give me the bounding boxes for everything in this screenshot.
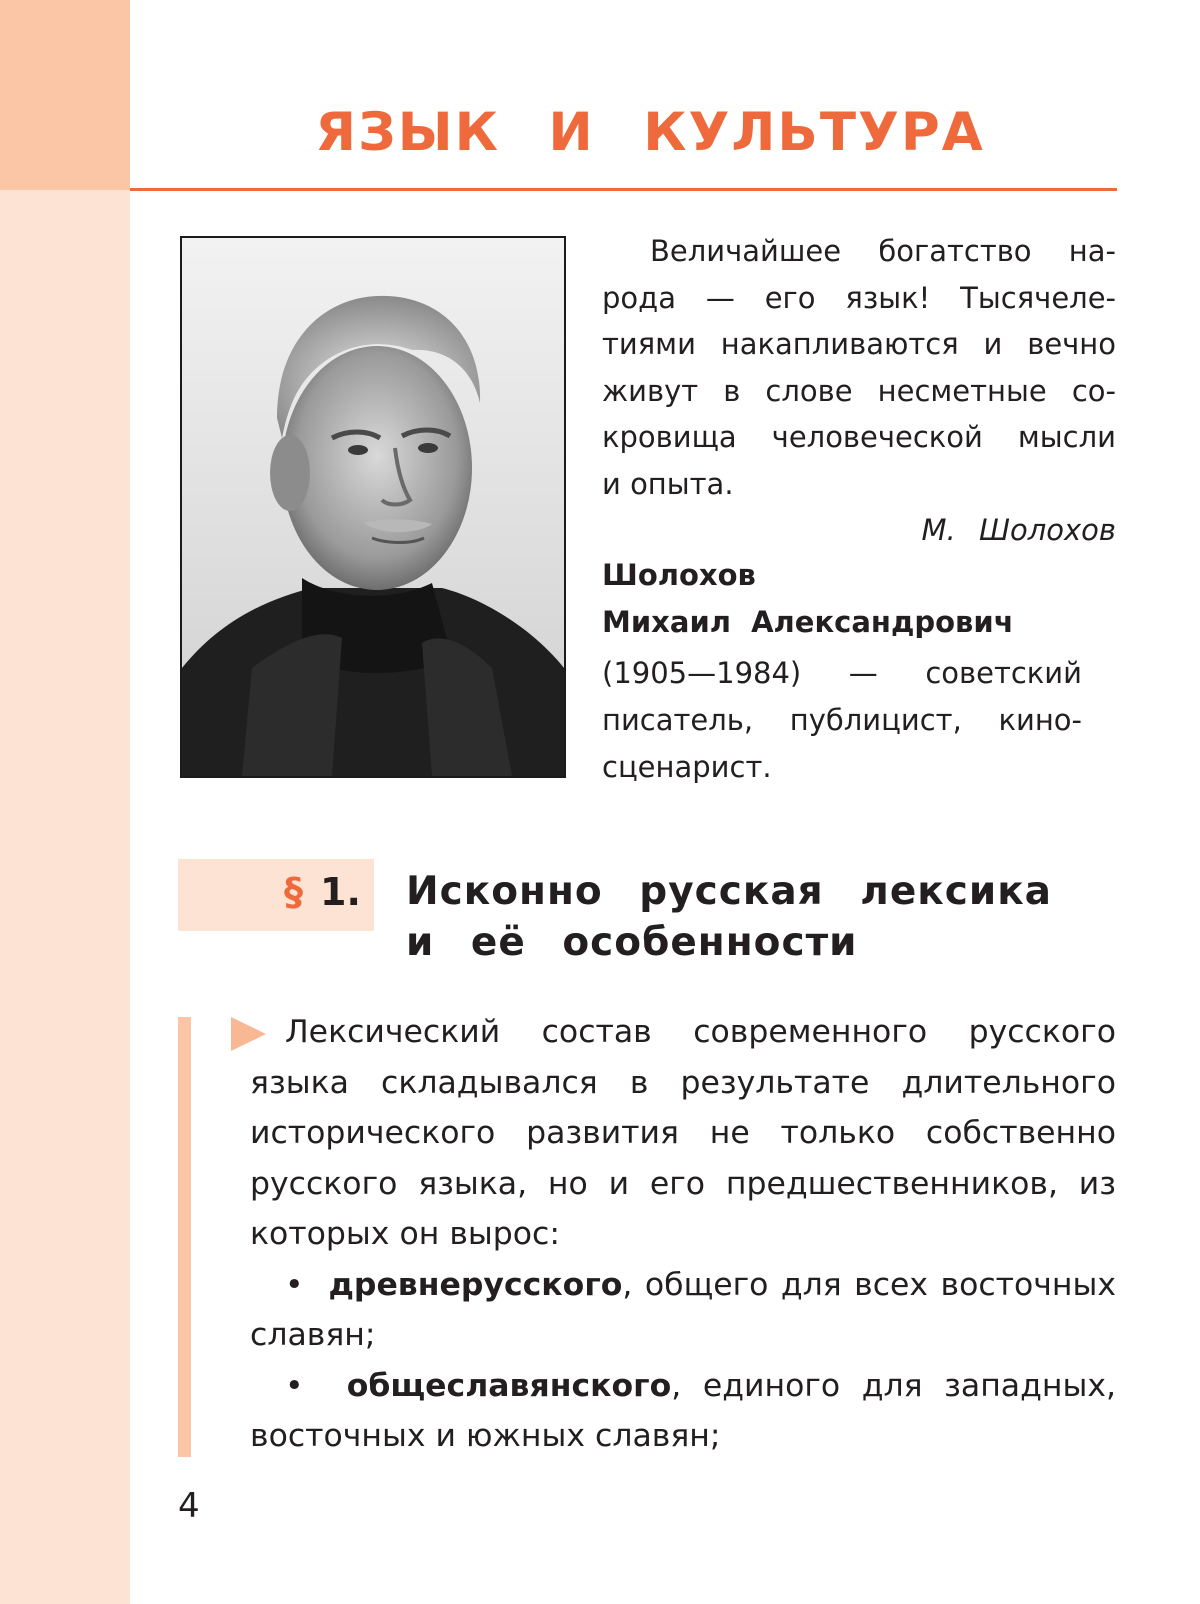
bio-given-names: Михаил Александрович <box>602 605 1014 639</box>
chapter-title: ЯЗЫК И КУЛЬТУРА <box>315 102 985 163</box>
epigraph-line: рода — его язык! Тысячеле- <box>602 280 1116 315</box>
paragraph-marker-bar <box>178 1017 191 1457</box>
side-band <box>0 190 130 1604</box>
section-sign: § <box>284 870 303 914</box>
epigraph-line: кровища человеческой мысли <box>602 420 1116 454</box>
page-number: 4 <box>178 1486 200 1526</box>
section-title-line: и её особенности <box>406 920 858 965</box>
list-item-text: , единого для западных, восточных и южных славян; <box>250 1367 1117 1454</box>
side-band-top <box>0 0 130 190</box>
section-title-line: Исконно русская лексика <box>406 869 1052 914</box>
bio-description: (1905—1984) — советский писатель, публицист, киносценарист. <box>602 656 1082 784</box>
portrait-photo <box>182 238 564 776</box>
author-bio <box>602 552 1082 791</box>
title-rule <box>130 188 1117 191</box>
bio-surname: Шолохов <box>602 558 756 592</box>
epigraph-author: М. Шолохов <box>921 513 1116 547</box>
epigraph-line: тиями накапливаются и вечно <box>602 327 1116 361</box>
bullet-icon: • <box>285 1367 347 1404</box>
body-lead: Лексический состав современного русского языка складывался в результате длительного исторического развития не только собственно русского языка, но и его предшественников, из которых он вырос: <box>250 1014 1116 1252</box>
section-title <box>406 866 1106 968</box>
section-body <box>250 1007 1116 1462</box>
epigraph <box>602 228 1116 554</box>
bullet-icon: • <box>285 1266 329 1303</box>
epigraph-line: и опыта. <box>602 466 734 501</box>
section-number: 1. <box>320 870 361 914</box>
list-item-text: , общего для всех восточных славян; <box>250 1266 1116 1353</box>
list-item <box>250 1260 1116 1361</box>
epigraph-line: Величайшее богатство на- <box>650 234 1116 268</box>
author-portrait <box>180 236 566 778</box>
list-item <box>250 1361 1116 1462</box>
list-item-term: древнерусского <box>328 1266 623 1303</box>
epigraph-line: живут в слове несметные со- <box>602 373 1116 408</box>
list-item-term: общеславянского <box>346 1367 672 1404</box>
